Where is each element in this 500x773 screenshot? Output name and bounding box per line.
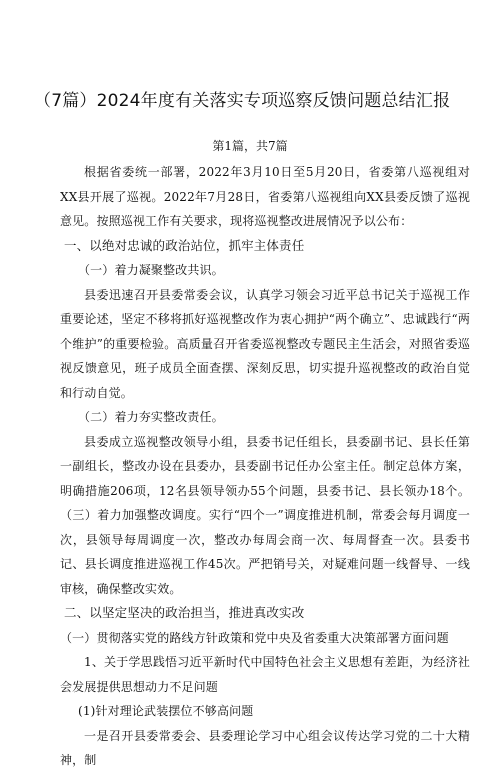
document-title: （7篇）2024年度有关落实专项巡察反馈问题总结汇报 [34,91,451,111]
subsection-heading-1-2: （二）着力夯实整改责任。 [78,410,224,424]
item-2-1-1: 1、关于学思践悟习近平新时代中国特色社会主义思想有差距，为经济社会发展提供思想动力不足问题 [60,655,470,694]
document-body [60,160,470,773]
subsection-heading-2-1: （一）贯彻落实党的路线方针政策和党中央及省委重大决策部署方面问题 [60,630,449,645]
point-paragraph: 一是召开县委常委会、县委理论学习中心组会议传达学习党的二十大精神，制 [60,728,470,767]
section-heading-2: 二、以坚定坚决的政治担当，推进真改实改 [64,605,305,620]
intro-paragraph: 根据省委统一部署，2022年3月10日至5月20日，省委第八巡视组对XX县开展了巡视。2022年7月28日，省委第八巡视组向XX县委反馈了巡视意见。按照巡视工作有关要求，现将巡视整改进展情况予以公布： [60,165,470,228]
point-heading: (1)针对理论武装摆位不够高问题 [78,704,254,718]
subsection-heading-1-1: （一）着力凝聚整改共识。 [78,263,224,277]
section-heading-1: 一、以绝对忠诚的政治站位，抓牢主体责任 [64,237,305,253]
paragraph-1-1: 县委迅速召开县委常委会议，认真学习领会习近平总书记关于巡视工作重要论述，坚定不移将抓好巡视整改作为衷心拥护“两个确立”、忠诚践行“两个维护”的重要检验。高质量召开省委巡视整改专题民主生活会，对照省委巡视反馈意见，班子成员全面查摆、深刻反思，切实提升巡视整改的政治自觉和行动自觉。 [60,287,470,400]
page-label: 第1篇，共7篇 [212,139,288,153]
paragraph-1-2: 县委成立巡视整改领导小组，县委书记任组长，县委副书记、县长任第一副组长，整改办设在县委办，县委副书记任办公室主任。制定总体方案，明确措施206项，12名县领导领办55个问题，县委书记、县长领办18个。（三）着力加强整改调度。实行“四个一”调度推进机制，常委会每月调度一次，县领导每周调度一次，整改办每周会商一次、每周督查一次。县委书记、县长调度推进巡视工作45次。严把销号关，对疑难问题一线督导、一线审核，确保整改实效。 [60,434,470,596]
